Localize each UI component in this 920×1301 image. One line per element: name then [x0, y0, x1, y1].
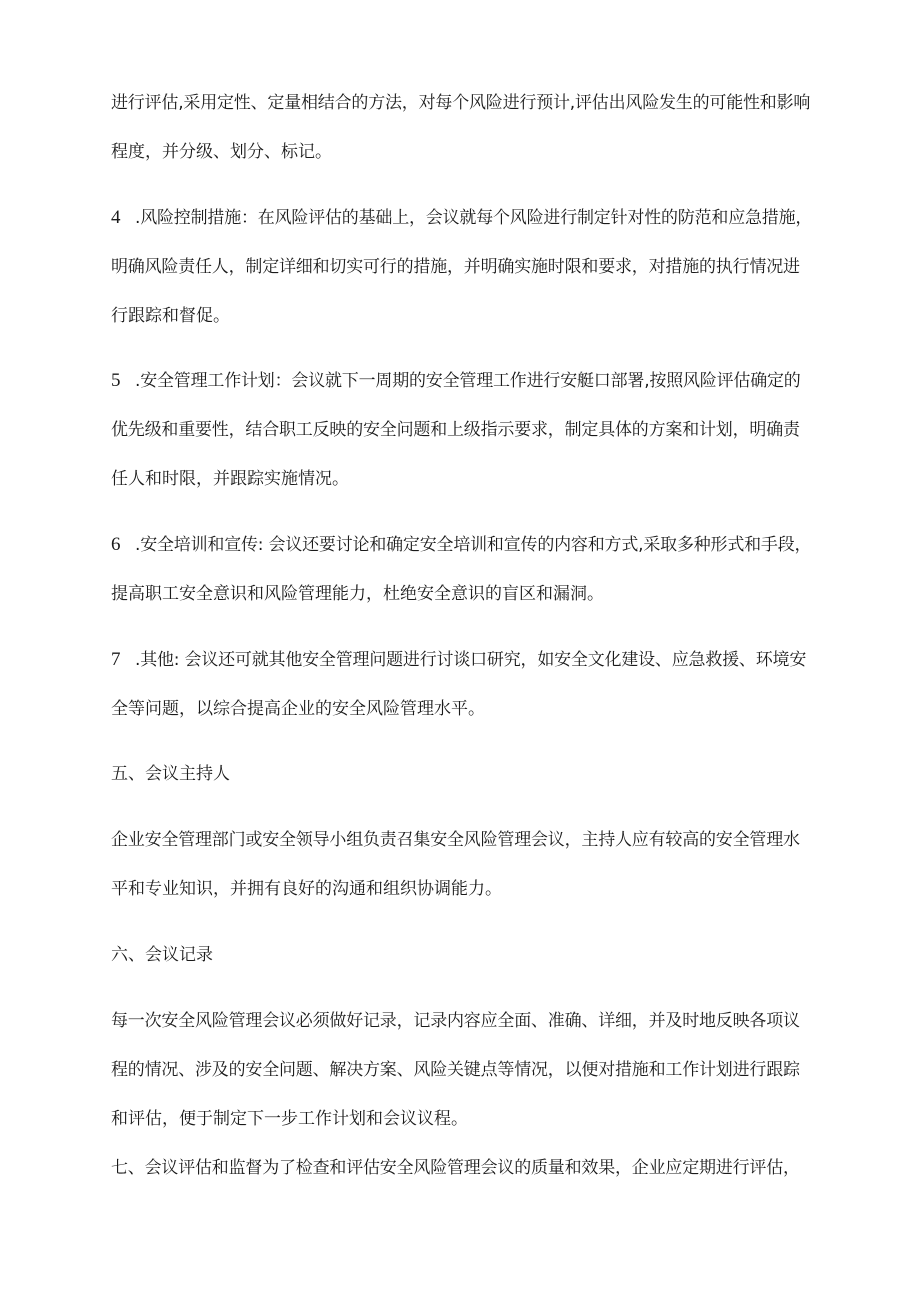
paragraph-line: 企业安全管理部门或安全领导小组负责召集安全风险管理会议，主持人应有较高的安全管理水 [111, 830, 800, 850]
paragraph-line: 程度，并分级、划分、标记。 [111, 142, 332, 162]
item-text: .风险控制措施：在风险评估的基础上，会议就每个风险进行制定针对性的防范和应急措施， [135, 208, 813, 228]
section-heading: 六、会议记录 [111, 945, 213, 965]
section-heading: 五、会议主持人 [111, 764, 230, 784]
section-heading: 七、会议评估和监督为了检查和评估安全风险管理会议的质量和效果，企业应定期进行评估， [111, 1158, 800, 1178]
paragraph-line: 全等问题，以综合提高企业的安全风险管理水平。 [111, 699, 485, 719]
paragraph-line: 行跟踪和督促。 [111, 306, 230, 326]
item-number: 4 [111, 207, 121, 228]
paragraph-line: 明确风险责任人，制定详细和切实可行的措施，并明确实施时限和要求，对措施的执行情况进 [111, 257, 800, 277]
item-number: 6 [111, 534, 121, 555]
paragraph-line: 平和专业知识，并拥有良好的沟通和组织协调能力。 [111, 879, 502, 899]
paragraph-line: 和评估，便于制定下一步工作计划和会议议程。 [111, 1109, 468, 1129]
list-item-7 [111, 649, 806, 671]
paragraph-line: 每一次安全风险管理会议必须做好记录，记录内容应全面、准确、详细，并及时地反映各项议 [111, 1011, 800, 1031]
item-text: .其他: 会议还可就其他安全管理问题进行讨谈口研究，如安全文化建设、应急救援、环境安 [135, 650, 807, 670]
list-item-6 [111, 534, 811, 556]
list-item-4 [111, 207, 812, 229]
paragraph-line: 程的情况、涉及的安全问题、解决方案、风险关键点等情况，以便对措施和工作计划进行跟踪 [111, 1060, 800, 1080]
paragraph-line: 优先级和重要性，结合职工反映的安全问题和上级指示要求，制定具体的方案和计划，明确责 [111, 420, 800, 440]
paragraph-line: 进行评估,采用定性、定量相结合的方法，对每个风险进行预计,评估出风险发生的可能性和影响 [111, 93, 811, 113]
paragraph-line: 任人和时限，并跟踪实施情况。 [111, 469, 349, 489]
item-number: 7 [111, 649, 121, 670]
item-text: .安全培训和宣传: 会议还要讨论和确定安全培训和宣传的内容和方式,采取多种形式和手段， [135, 535, 812, 555]
list-item-5 [111, 370, 801, 392]
item-number: 5 [111, 370, 121, 391]
paragraph-line: 提高职工安全意识和风险管理能力，杜绝安全意识的盲区和漏洞。 [111, 584, 604, 604]
item-text: .安全管理工作计划：会议就下一周期的安全管理工作进行安艇口部署,按照风险评估确定的 [135, 371, 801, 391]
